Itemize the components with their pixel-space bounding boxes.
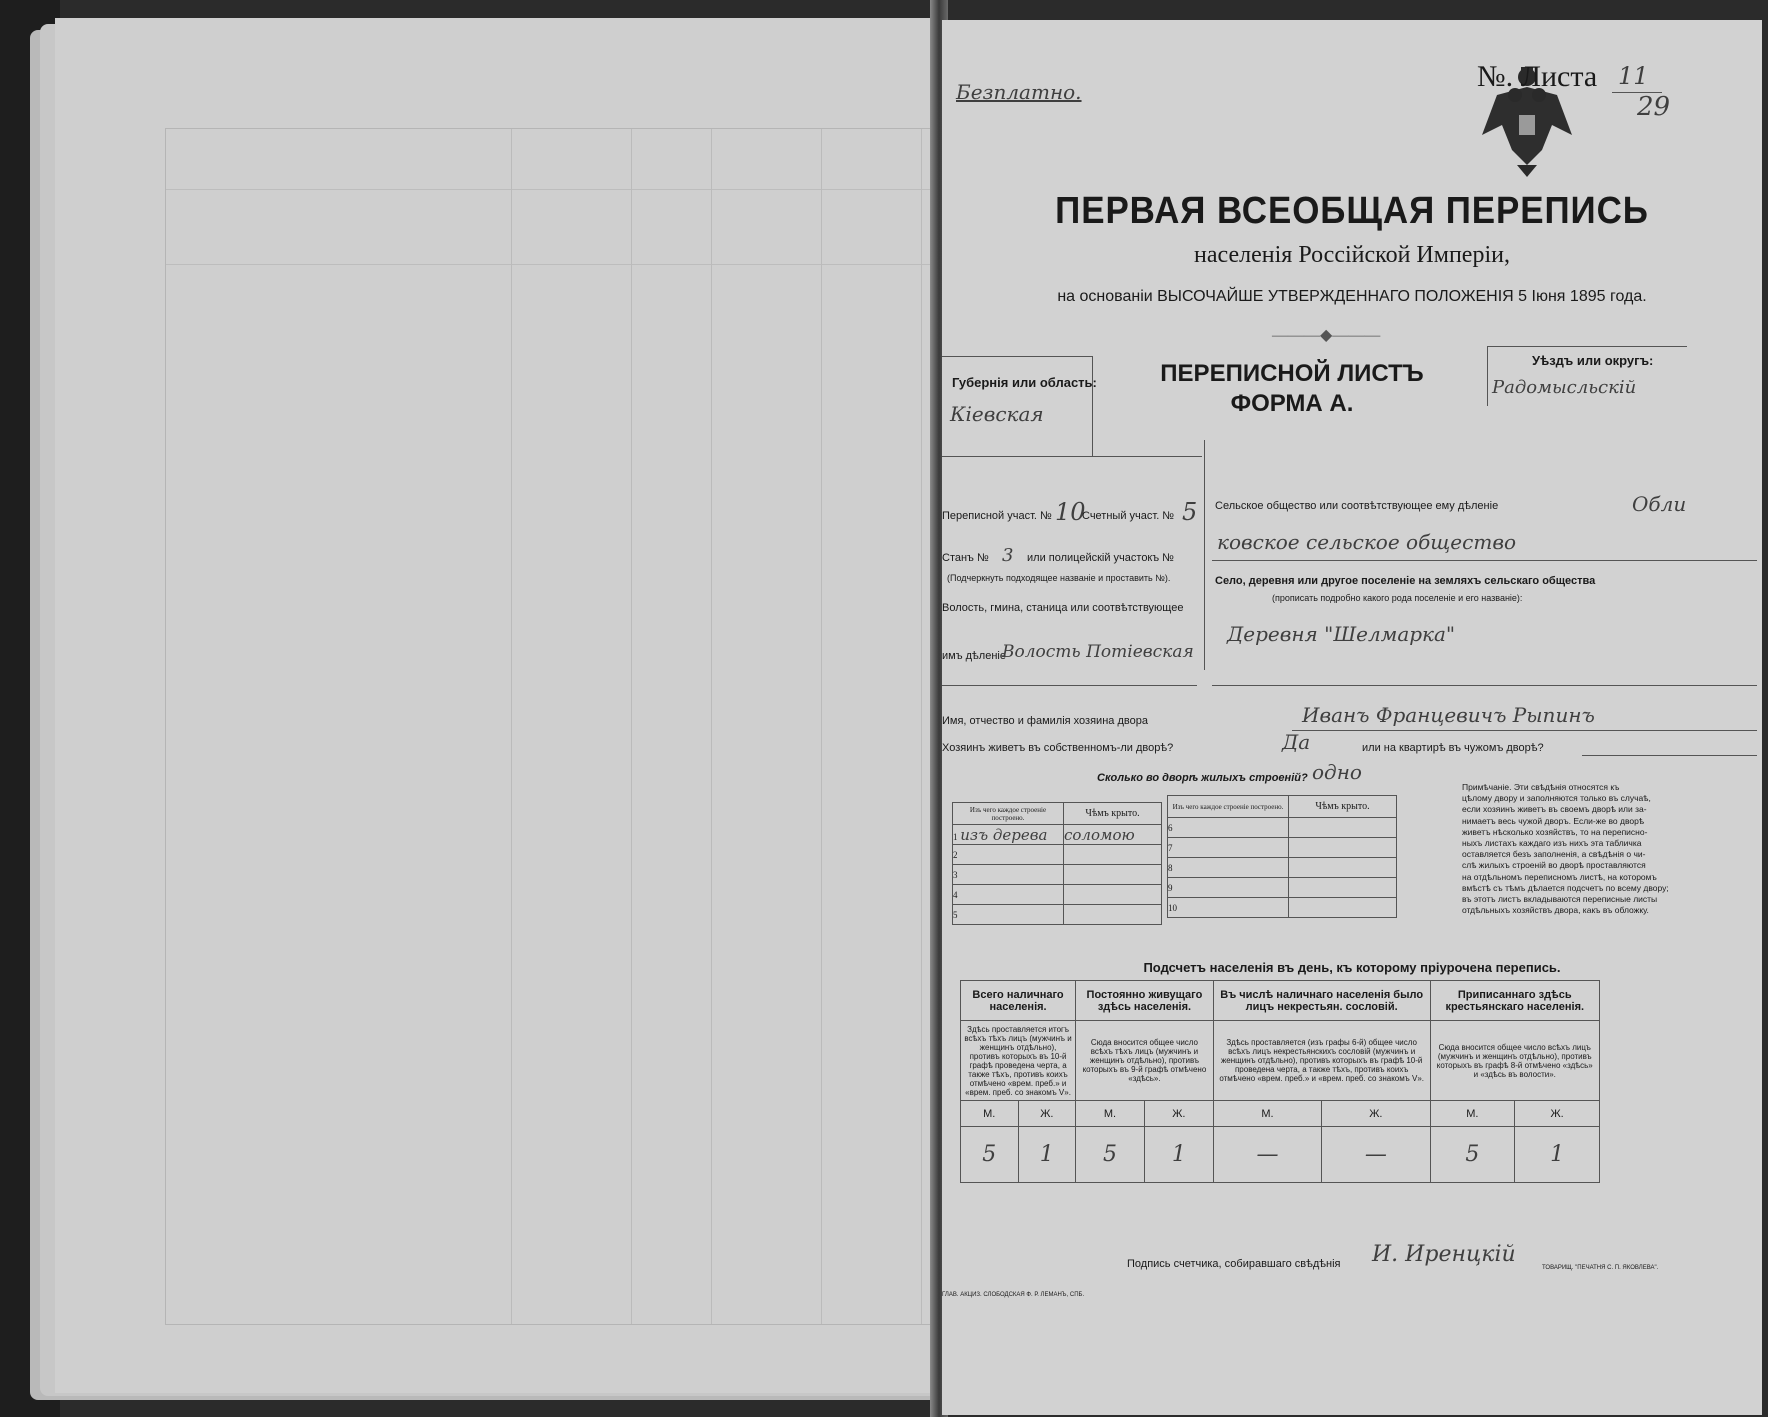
uezd-box-left: [1487, 346, 1488, 406]
count-value-m: 5: [1076, 1127, 1145, 1183]
count-col-head: Постоянно живущаго здѣсь населенія.: [1076, 981, 1214, 1021]
section-top-line: [942, 456, 1202, 457]
census-subtitle: населенія Россійской Имперіи,: [1194, 242, 1510, 268]
count-m-label: М.: [1213, 1101, 1321, 1127]
uezd-label: Уѣздъ или округъ:: [1532, 353, 1654, 368]
form-title-line1: ПЕРЕПИСНОЙ ЛИСТЪ: [1160, 360, 1424, 387]
buildings-col-roof-header-2: Чѣмъ крыто.: [1289, 796, 1397, 818]
rent-underline: [1582, 755, 1757, 756]
left-page: [55, 18, 940, 1393]
schetny-value: 5: [1182, 498, 1198, 526]
own-yard-label: Хозяинъ живетъ въ собственномъ-ли дворѣ?: [942, 742, 1174, 754]
printer-left: ГЛАВ. АКЦИЗ. СЛОБОДСКАЯ Ф. Р. ЛЕМАНЪ, СПБ.: [942, 1292, 1085, 1298]
buildings-row: 5: [953, 905, 1064, 925]
volost-value: Волость Потіевская: [1002, 642, 1194, 662]
count-value-m: 5: [1430, 1127, 1515, 1183]
ghost-col: [821, 129, 822, 1324]
buildings-row: 9: [1168, 878, 1289, 898]
count-col-desc: Сюда вносится общее число всѣхъ лицъ (мужчинъ и женщинъ отдѣльно), противъ которыхъ въ графѣ 8-й отмѣчено «здѣсь» и «здѣсь въ волости».: [1430, 1021, 1599, 1101]
buildings-table-right: [1167, 795, 1397, 918]
count-value-m: —: [1213, 1127, 1321, 1183]
buildings-table-left: [952, 802, 1162, 925]
ghost-row: [166, 189, 991, 190]
schetny-label: Счетный участ. №: [1082, 510, 1175, 522]
count-col-desc: Здѣсь проставляется (изъ графы 6-й) общее число всѣхъ лицъ некрестьянскихъ сословій (мужчинъ и женщинъ отдѣльно), противъ которыхъ въ графѣ 10-й проведена черта, а также тѣхъ, противъ коихъ отмѣчено «врем. преб.» и «врем. преб. со знакомъ V».: [1213, 1021, 1430, 1101]
count-m-label: М.: [1076, 1101, 1145, 1127]
count-f-label: Ж.: [1144, 1101, 1213, 1127]
buildings-row: 7: [1168, 838, 1289, 858]
buildings-row: 3: [953, 865, 1064, 885]
ghost-col: [921, 129, 922, 1324]
stan-value: 3: [1002, 545, 1014, 566]
buildings-roof-1: соломою: [1064, 825, 1162, 845]
count-value-f: 1: [1018, 1127, 1076, 1183]
guberniya-box-top: [942, 356, 1092, 357]
ghost-row: [166, 264, 991, 265]
count-f-label: Ж.: [1515, 1101, 1600, 1127]
uezd-box-top: [1487, 346, 1687, 347]
uchastok-value: 10: [1055, 498, 1086, 526]
selo-underline: [1212, 685, 1757, 686]
form-title-line2: ФОРМА А.: [1230, 390, 1354, 417]
buildings-col-material-header: Изъ чего каждое строеніе построено.: [953, 803, 1064, 825]
buildings-row: 6: [1168, 818, 1289, 838]
volost-underline: [942, 685, 1197, 686]
buildings-row: 2: [953, 845, 1064, 865]
count-title: Подсчетъ населенія въ день, къ которому пріурочена перепись.: [1143, 960, 1561, 975]
count-col-desc: Здѣсь проставляется итогъ всѣхъ тѣхъ лицъ (мужчинъ и женщинъ отдѣльно), противъ которыхъ въ 10-й графѣ проведена черта, а также тѣхъ, противъ коихъ отмѣчено «врем. преб.» и «врем. преб. со знакомъ V».: [961, 1021, 1076, 1101]
selo-value: Деревня "Шелмарка": [1227, 622, 1456, 646]
count-col-head: Всего наличнаго населенія.: [961, 981, 1076, 1021]
obshchestvo-value-2: ковское сельское общество: [1217, 530, 1516, 554]
volost-label-2: имъ дѣленіе: [942, 650, 1006, 662]
buildings-value: одно: [1312, 760, 1362, 784]
free-label: Безплатно.: [956, 80, 1082, 104]
count-m-label: М.: [961, 1101, 1019, 1127]
obshchestvo-underline: [1212, 560, 1757, 561]
ornament-divider: ———◆———: [1272, 327, 1381, 344]
buildings-row: 4: [953, 885, 1064, 905]
rent-label: или на квартирѣ въ чужомъ дворѣ?: [1362, 742, 1544, 754]
buildings-col-roof-header: Чѣмъ крыто.: [1064, 803, 1162, 825]
buildings-note: Примѣчаніе. Эти свѣдѣнія относятся къ цѣлому двору и заполняются только въ случаѣ, если хозяинъ живетъ въ своемъ дворѣ или за- нимаетъ весь чужой дворъ. Если-же во дворѣ живетъ нѣсколько хозяйствъ, то на переписно- ныхъ листахъ каждаго изъ нихъ эта табличка оставляется безъ заполненія, а свѣдѣнія о чи- слѣ жилыхъ строеній во дворѣ проставляются на отдѣльномъ переписномъ листѣ, на которомъ вмѣстѣ съ тѣмъ дѣлается подсчетъ по всему двору; въ этотъ листъ вкладываются переписные листы отдѣльныхъ хозяйствъ двора, какъ въ обложку.: [1462, 782, 1669, 916]
count-col-desc: Сюда вносится общее число всѣхъ тѣхъ лицъ (мужчинъ и женщинъ отдѣльно), противъ которыхъ въ 9-й графѣ отмѣчено «здѣсь».: [1076, 1021, 1214, 1101]
left-page-ghost-grid: [165, 128, 992, 1325]
buildings-label: Сколько во дворѣ жилыхъ строеній?: [1097, 772, 1308, 784]
archive-page-number: 29: [1637, 92, 1671, 122]
police-label: или полицейскій участокъ №: [1027, 552, 1174, 564]
guberniya-box-right: [1092, 356, 1093, 456]
count-f-label: Ж.: [1018, 1101, 1076, 1127]
buildings-row: 8: [1168, 858, 1289, 878]
right-page: [942, 20, 1762, 1415]
count-value-f: 1: [1144, 1127, 1213, 1183]
signature-label: Подпись счетчика, собиравшаго свѣдѣнія: [1127, 1258, 1341, 1270]
count-value-f: 1: [1515, 1127, 1600, 1183]
census-basis: на основаніи ВЫСОЧАЙШЕ УТВЕРЖДЕННАГО ПОЛОЖЕНІЯ 5 Іюня 1895 года.: [1057, 288, 1647, 305]
sheet-number-label: №. Листа: [1477, 60, 1598, 93]
printer-right: ТОВАРИЩ. "ПЕЧАТНЯ С. П. ЯКОВЛЕВА".: [1542, 1265, 1659, 1271]
signature-value: И. Иренцкій: [1372, 1242, 1516, 1267]
owner-label: Имя, отчество и фамилія хозяина двора: [942, 715, 1148, 727]
count-col-head: Приписаннаго здѣсь крестьянскаго населенія.: [1430, 981, 1599, 1021]
ghost-col: [631, 129, 632, 1324]
section-divider: [1204, 440, 1205, 670]
sheet-number-value: 11: [1618, 62, 1649, 90]
buildings-row: 1 изъ дерева: [953, 825, 1064, 845]
population-count-table: [960, 980, 1600, 1183]
selo-note: (прописать подробно какого рода поселеніе и его названіе):: [1272, 593, 1523, 603]
buildings-row: 10: [1168, 898, 1289, 918]
uchastok-label: Переписной участ. №: [942, 510, 1052, 522]
count-m-label: М.: [1430, 1101, 1515, 1127]
own-yard-value: Да: [1282, 730, 1311, 754]
owner-value: Иванъ Францевичъ Рыпинъ: [1302, 703, 1595, 727]
stan-label: Станъ №: [942, 552, 989, 564]
obshchestvo-value-1: Обли: [1632, 492, 1687, 516]
guberniya-value: Кіевская: [950, 402, 1044, 426]
volost-label: Волость, гмина, станица или соотвѣтствующее: [942, 602, 1184, 614]
obshchestvo-label: Сельское общество или соотвѣтствующее ему дѣленіе: [1215, 500, 1499, 512]
owner-underline: [1292, 730, 1757, 731]
buildings-col-material-header-2: Изъ чего каждое строеніе построено.: [1168, 796, 1289, 818]
count-value-f: —: [1322, 1127, 1430, 1183]
census-main-title: ПЕРВАЯ ВСЕОБЩАЯ ПЕРЕПИСЬ: [1055, 190, 1649, 232]
count-col-head: Въ числѣ наличнаго населенія было лицъ некрестьян. сословій.: [1213, 981, 1430, 1021]
count-f-label: Ж.: [1322, 1101, 1430, 1127]
selo-label: Село, деревня или другое поселеніе на земляхъ сельскаго общества: [1215, 575, 1596, 587]
uezd-value: Радомысльскій: [1492, 377, 1637, 398]
underline-note: (Подчеркнуть подходящее названіе и проставить №).: [947, 573, 1171, 583]
count-value-m: 5: [961, 1127, 1019, 1183]
ghost-col: [711, 129, 712, 1324]
ghost-col: [511, 129, 512, 1324]
guberniya-label: Губернія или область:: [952, 375, 1097, 390]
